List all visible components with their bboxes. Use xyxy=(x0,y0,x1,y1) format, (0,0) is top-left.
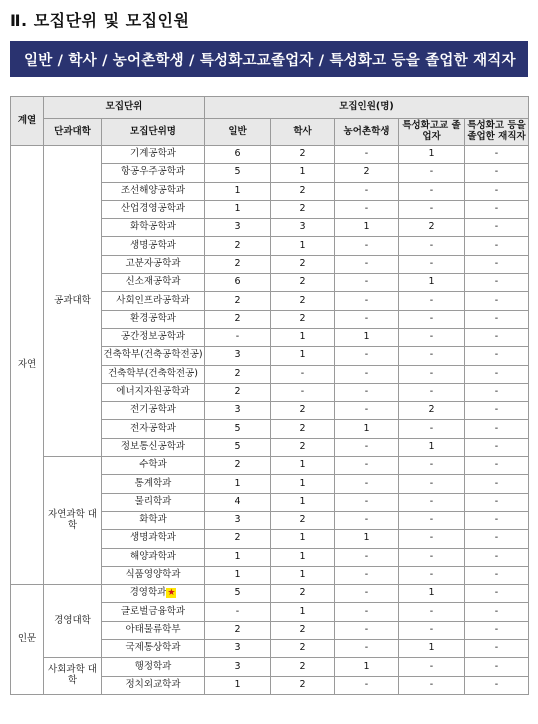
quota-bachelor-cell: 1 xyxy=(271,328,335,346)
quota-bachelor-cell: 2 xyxy=(271,585,335,603)
unit-name-cell xyxy=(102,292,205,310)
unit-name: 해양과학과 xyxy=(130,550,176,562)
section-title: Ⅱ. 모집단위 및 모집인원 xyxy=(10,11,190,30)
quota-rural-cell: - xyxy=(335,676,399,694)
quota-vocational-cell: - xyxy=(399,365,465,383)
unit-name-cell xyxy=(102,640,205,658)
quota-bachelor-cell: 1 xyxy=(271,164,335,182)
quota-bachelor-cell: 2 xyxy=(271,182,335,200)
unit-name: 화학공학과 xyxy=(130,221,176,233)
quota-rural-cell: 1 xyxy=(335,328,399,346)
quota-rural-cell: - xyxy=(335,566,399,584)
quota-vocational-cell: - xyxy=(399,420,465,438)
quota-general-cell: - xyxy=(205,603,271,621)
unit-name-cell xyxy=(102,164,205,182)
quota-rural-cell: - xyxy=(335,603,399,621)
quota-rural-cell: 2 xyxy=(335,164,399,182)
quota-bachelor-cell: 1 xyxy=(271,457,335,475)
unit-name-cell xyxy=(102,585,205,603)
quota-employed-cell: - xyxy=(465,292,529,310)
quota-employed-cell: - xyxy=(465,511,529,529)
quota-general-cell: 3 xyxy=(205,347,271,365)
quota-rural-cell: - xyxy=(335,621,399,639)
header-field: 계열 xyxy=(11,97,44,146)
quota-employed-cell: - xyxy=(465,585,529,603)
table-row xyxy=(11,658,529,676)
header-vocational: 특성화고교 졸업자 xyxy=(399,119,465,146)
quota-rural-cell: - xyxy=(335,493,399,511)
quota-general-cell: 2 xyxy=(205,383,271,401)
quota-vocational-cell: - xyxy=(399,255,465,273)
quota-employed-cell: - xyxy=(465,255,529,273)
quota-vocational-cell: 1 xyxy=(399,274,465,292)
quota-vocational-cell: - xyxy=(399,457,465,475)
quota-employed-cell: - xyxy=(465,383,529,401)
quota-bachelor-cell: 1 xyxy=(271,493,335,511)
quota-employed-cell: - xyxy=(465,200,529,218)
quota-general-cell: 3 xyxy=(205,511,271,529)
quota-rural-cell: - xyxy=(335,200,399,218)
quota-vocational-cell: 1 xyxy=(399,146,465,164)
quota-general-cell: 3 xyxy=(205,658,271,676)
quota-vocational-cell: - xyxy=(399,237,465,255)
quota-general-cell: 5 xyxy=(205,585,271,603)
quota-bachelor-cell: 1 xyxy=(271,347,335,365)
quota-general-cell: 3 xyxy=(205,402,271,420)
unit-name-cell xyxy=(102,255,205,273)
quota-bachelor-cell: 1 xyxy=(271,530,335,548)
quota-rural-cell: - xyxy=(335,640,399,658)
quota-employed-cell: - xyxy=(465,457,529,475)
unit-name-cell xyxy=(102,219,205,237)
quota-vocational-cell: 1 xyxy=(399,585,465,603)
quota-vocational-cell: - xyxy=(399,603,465,621)
quota-bachelor-cell: 2 xyxy=(271,621,335,639)
quota-vocational-cell: - xyxy=(399,475,465,493)
quota-rural-cell: - xyxy=(335,274,399,292)
quota-vocational-cell: - xyxy=(399,328,465,346)
unit-name-cell xyxy=(102,530,205,548)
quota-rural-cell: 1 xyxy=(335,530,399,548)
unit-name: 항공우주공학과 xyxy=(120,166,186,178)
quota-bachelor-cell: 2 xyxy=(271,658,335,676)
unit-name-cell xyxy=(102,475,205,493)
unit-name-cell xyxy=(102,182,205,200)
header-employed: 특성화고 등을 졸업한 재직자 xyxy=(465,119,529,146)
header-general: 일반 xyxy=(205,119,271,146)
unit-name-cell xyxy=(102,676,205,694)
unit-name-cell xyxy=(102,310,205,328)
quota-rural-cell: - xyxy=(335,402,399,420)
unit-name: 전기공학과 xyxy=(130,404,176,416)
star-icon: ★ xyxy=(167,588,176,599)
quota-employed-cell: - xyxy=(465,621,529,639)
quota-employed-cell: - xyxy=(465,420,529,438)
quota-vocational-cell: - xyxy=(399,383,465,401)
unit-name-cell xyxy=(102,200,205,218)
quota-bachelor-cell: 2 xyxy=(271,420,335,438)
quota-bachelor-cell: 2 xyxy=(271,255,335,273)
quota-rural-cell: - xyxy=(335,438,399,456)
quota-general-cell: 2 xyxy=(205,621,271,639)
quota-rural-cell: 1 xyxy=(335,658,399,676)
header-unit-name: 모집단위명 xyxy=(102,119,205,146)
quota-employed-cell: - xyxy=(465,274,529,292)
quota-employed-cell: - xyxy=(465,548,529,566)
quota-employed-cell: - xyxy=(465,347,529,365)
quota-vocational-cell: - xyxy=(399,310,465,328)
unit-name-cell xyxy=(102,658,205,676)
unit-name: 경영학과 xyxy=(129,587,167,599)
unit-name-cell xyxy=(102,328,205,346)
quota-general-cell: 2 xyxy=(205,365,271,383)
unit-name-cell xyxy=(102,511,205,529)
quota-table xyxy=(10,96,529,695)
quota-general-cell: 6 xyxy=(205,274,271,292)
quota-bachelor-cell: 1 xyxy=(271,566,335,584)
college-cell: 사회과학 대학 xyxy=(44,658,102,695)
unit-name: 생명과학과 xyxy=(130,532,176,544)
quota-general-cell: 1 xyxy=(205,475,271,493)
unit-name: 사회인프라공학과 xyxy=(116,294,190,306)
quota-employed-cell: - xyxy=(465,182,529,200)
quota-rural-cell: - xyxy=(335,475,399,493)
college-cell: 공과대학 xyxy=(44,146,102,457)
unit-name: 고분자공학과 xyxy=(125,257,181,269)
quota-rural-cell: 1 xyxy=(335,219,399,237)
unit-name-cell xyxy=(102,566,205,584)
field-cell: 인문 xyxy=(11,585,44,695)
quota-general-cell: 5 xyxy=(205,164,271,182)
quota-bachelor-cell: 2 xyxy=(271,511,335,529)
unit-name-cell xyxy=(102,493,205,511)
quota-bachelor-cell: 2 xyxy=(271,676,335,694)
unit-name-cell xyxy=(102,365,205,383)
header-quota-group: 모집인원(명) xyxy=(205,97,529,119)
quota-rural-cell: - xyxy=(335,347,399,365)
quota-vocational-cell: - xyxy=(399,530,465,548)
unit-name: 정치외교학과 xyxy=(125,678,181,690)
quota-vocational-cell: - xyxy=(399,621,465,639)
quota-employed-cell: - xyxy=(465,658,529,676)
header-unit-group: 모집단위 xyxy=(44,97,205,119)
quota-rural-cell: - xyxy=(335,365,399,383)
quota-employed-cell: - xyxy=(465,530,529,548)
unit-name-cell xyxy=(102,420,205,438)
unit-name: 정보통신공학과 xyxy=(120,440,186,452)
quota-bachelor-cell: 2 xyxy=(271,402,335,420)
quota-employed-cell: - xyxy=(465,475,529,493)
unit-name: 생명공학과 xyxy=(130,239,176,251)
unit-name-cell xyxy=(102,438,205,456)
quota-employed-cell: - xyxy=(465,493,529,511)
quota-employed-cell: - xyxy=(465,603,529,621)
quota-vocational-cell: - xyxy=(399,493,465,511)
quota-employed-cell: - xyxy=(465,676,529,694)
quota-bachelor-cell: 2 xyxy=(271,292,335,310)
quota-bachelor-cell: 1 xyxy=(271,475,335,493)
unit-name-cell xyxy=(102,146,205,164)
quota-general-cell: 1 xyxy=(205,676,271,694)
unit-name-cell xyxy=(102,621,205,639)
unit-name-cell xyxy=(102,383,205,401)
quota-vocational-cell: - xyxy=(399,347,465,365)
quota-bachelor-cell: - xyxy=(271,383,335,401)
quota-vocational-cell: 1 xyxy=(399,640,465,658)
quota-general-cell: 2 xyxy=(205,292,271,310)
quota-rural-cell: - xyxy=(335,457,399,475)
quota-rural-cell: - xyxy=(335,255,399,273)
quota-bachelor-cell: 3 xyxy=(271,219,335,237)
unit-name-cell xyxy=(102,548,205,566)
quota-general-cell: 5 xyxy=(205,420,271,438)
quota-general-cell: 1 xyxy=(205,566,271,584)
quota-vocational-cell: - xyxy=(399,548,465,566)
quota-employed-cell: - xyxy=(465,219,529,237)
quota-employed-cell: - xyxy=(465,164,529,182)
quota-vocational-cell: 1 xyxy=(399,438,465,456)
unit-name-cell xyxy=(102,347,205,365)
unit-name-cell xyxy=(102,457,205,475)
quota-employed-cell: - xyxy=(465,402,529,420)
unit-name: 글로벌금융학과 xyxy=(120,605,186,617)
quota-vocational-cell: - xyxy=(399,182,465,200)
unit-name: 화학과 xyxy=(139,514,167,526)
quota-general-cell: 6 xyxy=(205,146,271,164)
quota-general-cell: 5 xyxy=(205,438,271,456)
unit-name: 행정학과 xyxy=(134,660,172,672)
quota-rural-cell: - xyxy=(335,146,399,164)
unit-name: 아태물류학부 xyxy=(125,623,181,635)
quota-general-cell: 3 xyxy=(205,640,271,658)
quota-rural-cell: - xyxy=(335,292,399,310)
unit-name: 건축학부(건축학전공) xyxy=(107,367,198,379)
quota-vocational-cell: - xyxy=(399,292,465,310)
quota-general-cell: 1 xyxy=(205,200,271,218)
quota-employed-cell: - xyxy=(465,237,529,255)
quota-general-cell: 2 xyxy=(205,255,271,273)
quota-rural-cell: - xyxy=(335,310,399,328)
quota-bachelor-cell: 1 xyxy=(271,237,335,255)
quota-bachelor-cell: 2 xyxy=(271,274,335,292)
quota-rural-cell: - xyxy=(335,511,399,529)
quota-general-cell: 2 xyxy=(205,310,271,328)
quota-employed-cell: - xyxy=(465,310,529,328)
unit-name-cell xyxy=(102,237,205,255)
unit-name: 통계학과 xyxy=(134,477,172,489)
quota-general-cell: 4 xyxy=(205,493,271,511)
quota-bachelor-cell: 2 xyxy=(271,310,335,328)
unit-name-cell xyxy=(102,402,205,420)
unit-name: 수학과 xyxy=(139,459,167,471)
quota-general-cell: - xyxy=(205,328,271,346)
quota-general-cell: 1 xyxy=(205,182,271,200)
college-cell: 자연과학 대학 xyxy=(44,457,102,585)
quota-bachelor-cell: 2 xyxy=(271,640,335,658)
quota-rural-cell: - xyxy=(335,237,399,255)
quota-employed-cell: - xyxy=(465,365,529,383)
unit-name: 신소재공학과 xyxy=(125,276,181,288)
quota-rural-cell: - xyxy=(335,585,399,603)
quota-vocational-cell: - xyxy=(399,676,465,694)
quota-general-cell: 2 xyxy=(205,237,271,255)
header-rural: 농어촌학생 xyxy=(335,119,399,146)
unit-name: 공간정보공학과 xyxy=(120,331,186,343)
unit-name: 에너지자원공학과 xyxy=(116,386,190,398)
unit-name: 환경공학과 xyxy=(130,312,176,324)
field-cell: 자연 xyxy=(11,146,44,585)
quota-general-cell: 2 xyxy=(205,530,271,548)
unit-name: 전자공학과 xyxy=(130,422,176,434)
quota-bachelor-cell: 2 xyxy=(271,200,335,218)
unit-name: 조선해양공학과 xyxy=(120,184,186,196)
quota-rural-cell: 1 xyxy=(335,420,399,438)
quota-rural-cell: - xyxy=(335,548,399,566)
quota-employed-cell: - xyxy=(465,566,529,584)
quota-employed-cell: - xyxy=(465,328,529,346)
quota-bachelor-cell: - xyxy=(271,365,335,383)
quota-table-body xyxy=(11,146,529,695)
quota-vocational-cell: - xyxy=(399,511,465,529)
quota-vocational-cell: - xyxy=(399,566,465,584)
quota-bachelor-cell: 1 xyxy=(271,548,335,566)
quota-employed-cell: - xyxy=(465,146,529,164)
unit-name: 건축학부(건축공학전공) xyxy=(103,349,203,361)
unit-name: 국제통상학과 xyxy=(125,642,181,654)
quota-vocational-cell: - xyxy=(399,658,465,676)
college-cell: 경영대학 xyxy=(44,585,102,658)
table-row xyxy=(11,585,529,603)
quota-bachelor-cell: 2 xyxy=(271,146,335,164)
quota-general-cell: 1 xyxy=(205,548,271,566)
unit-name: 기계공학과 xyxy=(130,148,176,160)
quota-bachelor-cell: 2 xyxy=(271,438,335,456)
quota-general-cell: 3 xyxy=(205,219,271,237)
quota-employed-cell: - xyxy=(465,640,529,658)
quota-vocational-cell: - xyxy=(399,164,465,182)
header-college: 단과대학 xyxy=(44,119,102,146)
header-bachelor: 학사 xyxy=(271,119,335,146)
quota-general-cell: 2 xyxy=(205,457,271,475)
quota-bachelor-cell: 1 xyxy=(271,603,335,621)
unit-name-cell xyxy=(102,274,205,292)
unit-name: 식품영양학과 xyxy=(125,569,181,581)
quota-rural-cell: - xyxy=(335,182,399,200)
quota-vocational-cell: 2 xyxy=(399,219,465,237)
unit-name-cell xyxy=(102,603,205,621)
unit-name: 물리학과 xyxy=(134,495,172,507)
unit-name: 산업경영공학과 xyxy=(120,203,186,215)
quota-employed-cell: - xyxy=(465,438,529,456)
quota-vocational-cell: - xyxy=(399,200,465,218)
quota-vocational-cell: 2 xyxy=(399,402,465,420)
admission-type-banner: 일반 / 학사 / 농어촌학생 / 특성화고교졸업자 / 특성화고 등을 졸업한 재직자 xyxy=(10,41,528,77)
quota-rural-cell: - xyxy=(335,383,399,401)
table-row xyxy=(11,146,529,164)
table-row xyxy=(11,457,529,475)
